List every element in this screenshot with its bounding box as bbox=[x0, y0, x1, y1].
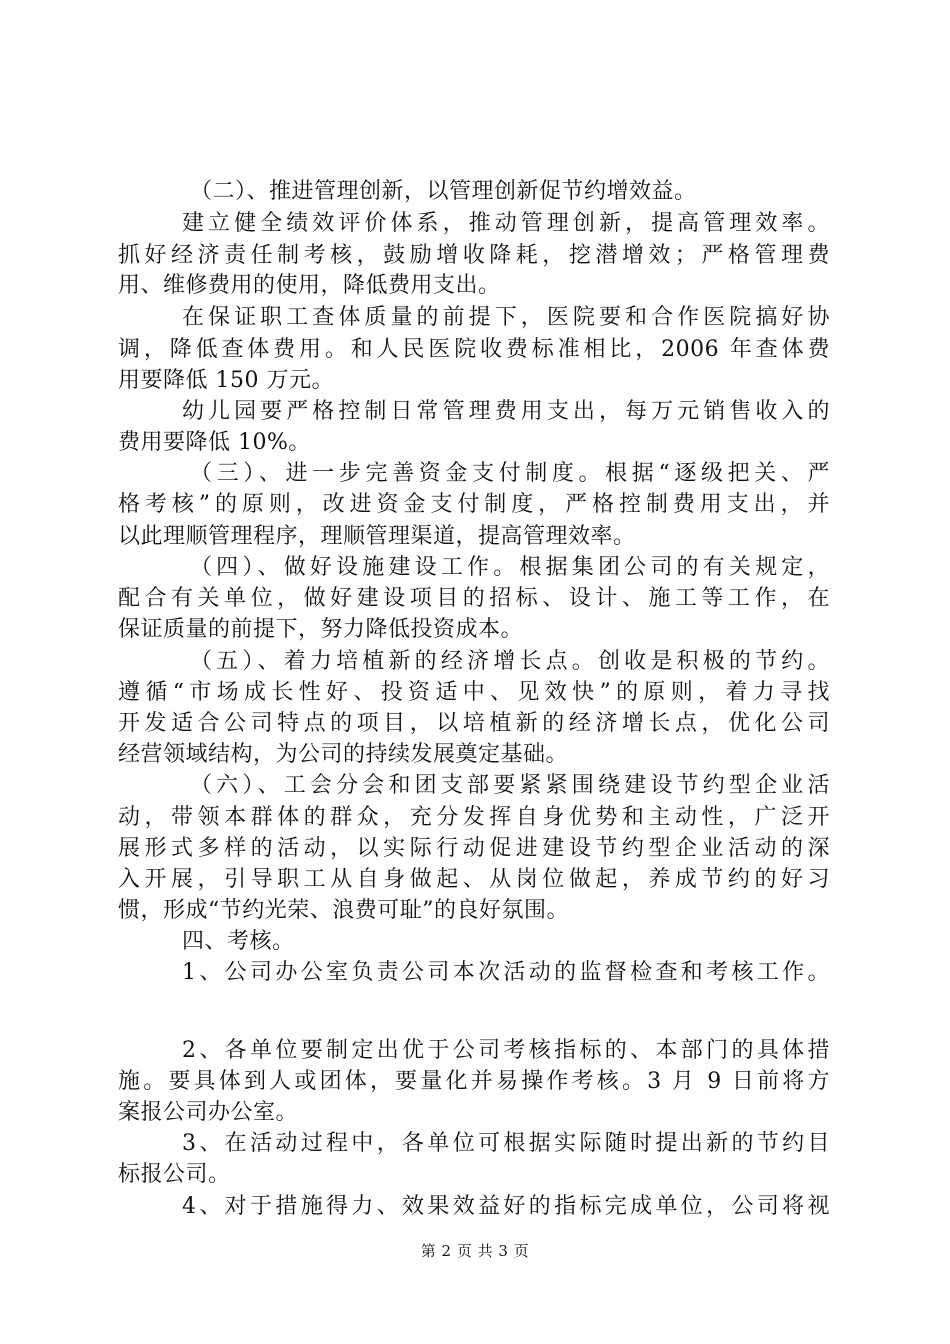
list-item: 1、公司办公室负责公司本次活动的监督检查和考核工作。 bbox=[182, 960, 830, 985]
paragraph-line: 施。要具体到人或团体，要量化并易操作考核。3 月 9 日前将方 bbox=[118, 1069, 830, 1094]
paragraph-line: 用、维修费用的使用，降低费用支出。 bbox=[118, 273, 501, 298]
section-heading-3: （三）、进一步完善资金支付制度。根据“逐级把关、严 bbox=[190, 461, 830, 486]
paragraph-line: 案报公司办公室。 bbox=[118, 1100, 299, 1125]
paragraph-line: 抓好经济责任制考核，鼓励增收降耗，挖潜增效；严格管理费 bbox=[118, 243, 830, 268]
section-heading-2: （二）、推进管理创新，以管理创新促节约增效益。 bbox=[190, 179, 697, 204]
paragraph-line: 以此理顺管理程序，理顺管理渠道，提高管理效率。 bbox=[118, 524, 636, 549]
section-heading-assessment: 四、考核。 bbox=[182, 929, 295, 954]
paragraph-line: 惯，形成“节约光荣、浪费可耻”的良好氛围。 bbox=[118, 898, 569, 923]
section-heading-4: （四）、做好设施建设工作。根据集团公司的有关规定， bbox=[190, 555, 830, 580]
paragraph-line: 用要降低 150 万元。 bbox=[118, 368, 334, 393]
page-number-footer: 第 2 页 共 3 页 bbox=[420, 1242, 530, 1260]
paragraph-line: 入开展，引导职工从自身做起、从岗位做起，养成节约的好习 bbox=[118, 867, 830, 892]
paragraph-line: 配合有关单位，做好建设项目的招标、设计、施工等工作，在 bbox=[118, 586, 830, 611]
list-item: 2、各单位要制定出优于公司考核指标的、本部门的具体措 bbox=[182, 1038, 830, 1063]
paragraph-line: 动，带领本群体的群众，充分发挥自身优势和主动性，广泛开 bbox=[118, 805, 830, 830]
list-item: 4、对于措施得力、效果效益好的指标完成单位，公司将视 bbox=[182, 1194, 830, 1219]
section-heading-5: （五）、着力培植新的经济增长点。创收是积极的节约。 bbox=[190, 649, 830, 674]
paragraph-line: 调，降低查体费用。和人民医院收费标准相比，2006 年查体费 bbox=[118, 337, 830, 362]
paragraph-line: 标报公司。 bbox=[118, 1162, 231, 1187]
paragraph-line: 展形式多样的活动，以实际行动促进建设节约型企业活动的深 bbox=[118, 836, 830, 861]
paragraph-line: 建立健全绩效评价体系，推动管理创新，提高管理效率。 bbox=[182, 211, 830, 236]
paragraph-line: 保证质量的前提下，努力降低投资成本。 bbox=[118, 617, 524, 642]
paragraph-line: 费用要降低 10%。 bbox=[118, 430, 311, 455]
list-item: 3、在活动过程中，各单位可根据实际随时提出新的节约目 bbox=[182, 1131, 830, 1156]
paragraph-line: 格考核”的原则，改进资金支付制度，严格控制费用支出，并 bbox=[118, 492, 830, 517]
section-heading-6: （六）、工会分会和团支部要紧紧围绕建设节约型企业活 bbox=[190, 773, 830, 798]
paragraph-line: 幼儿园要严格控制日常管理费用支出，每万元销售收入的 bbox=[182, 399, 830, 424]
paragraph-line: 在保证职工查体质量的前提下，医院要和合作医院搞好协 bbox=[182, 305, 830, 330]
paragraph-line: 经营领域结构，为公司的持续发展奠定基础。 bbox=[118, 742, 569, 767]
paragraph-line: 遵循“市场成长性好、投资适中、见效快”的原则，着力寻找 bbox=[118, 680, 830, 705]
paragraph-line: 开发适合公司特点的项目，以培植新的经济增长点，优化公司 bbox=[118, 711, 830, 736]
